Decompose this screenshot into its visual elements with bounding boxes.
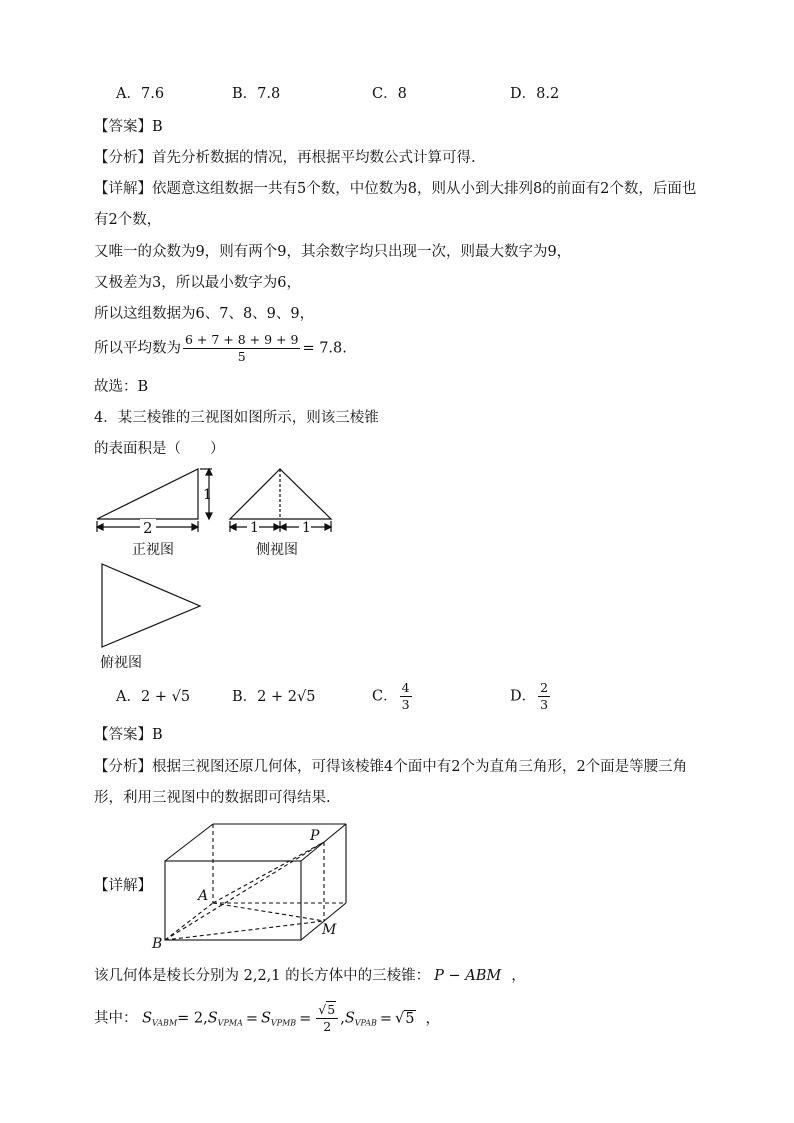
q4-option-a: A．2 + √5: [116, 689, 191, 705]
top-view: [102, 564, 200, 647]
top-view-label: 俯视图: [100, 655, 142, 671]
mean-fraction: $\frac{6 + 7 + 8 + 9 + 9}{5}$: [185, 332, 299, 364]
q4-stem-2: 的表面积是（ ）: [94, 441, 225, 457]
three-views-figure: [90, 462, 350, 672]
q4-analysis: 【分析】根据三视图还原几何体，可得该棱锥4个面中有2个为直角三角形，2个面是等腰三角形，利用三视图中的数据即可得结果.: [94, 759, 688, 806]
point-b-label: B: [152, 936, 163, 952]
q4-answer: 【答案】B: [94, 727, 163, 743]
q3-detail-1: 【详解】依题意这组数据一共有5个数，中位数为8，则从小到大排列8的前面有2个数，后面也有2个数，: [94, 181, 697, 228]
q4-option-b: B．2 + 2√5: [232, 689, 316, 705]
side-left-label: 1: [250, 520, 259, 536]
q4-detail-2: 其中： $S_{VABM}= 2,S_{VPMA} = S_{VPMB}$ = $\frac{√5}{2}$ $,S_{VPAB} = √5$ ，: [94, 1002, 440, 1034]
front-height-label: 1: [203, 487, 212, 503]
q4-option-c: C． $\frac{4}{3}$: [372, 680, 410, 712]
q3-detail-4: 所以这组数据为6、7、8、9、9，: [94, 306, 315, 322]
q3-option-a: A．7.6: [116, 86, 165, 102]
q3-option-d: D．8.2: [510, 86, 560, 102]
point-m-label: M: [322, 922, 337, 938]
q4-detail-tag: 【详解】: [94, 878, 152, 894]
q4-detail-1: 该几何体是棱长分别为 2,2,1 的长方体中的三棱锥： P − ABM ，: [94, 968, 526, 984]
q3-detail-5: 所以平均数为 $\frac{6 + 7 + 8 + 9 + 9}{5}$ = 7.8.: [94, 332, 347, 364]
side-view-label: 侧视图: [256, 542, 298, 558]
side-view: [230, 469, 331, 532]
q3-detail-2: 又唯一的众数为9，则有两个9，其余数字均只出现一次，则最大数字为9，: [94, 244, 572, 260]
front-view-label: 正视图: [132, 542, 174, 558]
cuboid-figure: [148, 820, 358, 955]
q4-option-d: D． $\frac{2}{3}$: [510, 680, 549, 712]
q3-choose: 故选：B: [94, 379, 149, 395]
q3-detail-3: 又极差为3，所以最小数字为6，: [94, 275, 301, 291]
point-p-label: P: [310, 828, 320, 844]
root5-over-2: $\frac{√5}{2}$: [316, 1002, 338, 1035]
q3-option-b: B．7.8: [232, 86, 281, 102]
q4-stem-1: 4．某三棱锥的三视图如图所示，则该三棱锥: [94, 410, 379, 426]
front-width-label: 2: [143, 519, 153, 537]
q3-option-c: C．8: [372, 86, 407, 102]
q3-answer: 【答案】B: [94, 119, 163, 135]
side-right-label: 1: [302, 520, 311, 536]
q3-analysis: 【分析】首先分析数据的情况，再根据平均数公式计算可得.: [94, 150, 476, 166]
point-a-label: A: [198, 888, 209, 904]
